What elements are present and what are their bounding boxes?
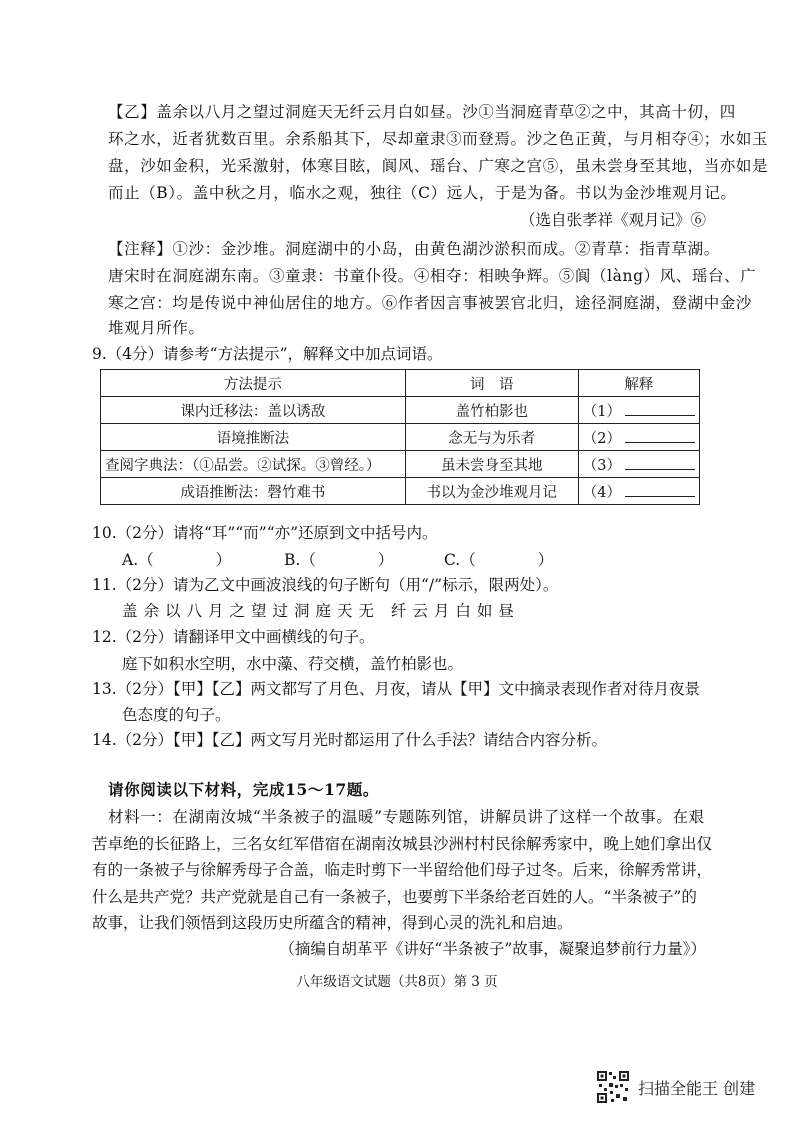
reading-line-5: 故事，让我们领悟到这段历史所蕴含的精神，得到心灵的洗礼和启迪。 — [92, 914, 573, 932]
row-answer[interactable] — [578, 478, 699, 505]
passage-yi-line-2: 环之水，近者犹数百里。余系船其下，尽却童隶③而登焉。沙之色正黄，与月相夺④；水如玉 — [108, 130, 769, 148]
option-b[interactable]: B.（ ） — [284, 551, 394, 569]
passage-yi-line-1: 【乙】盖余以八月之望过洞庭天无纤云月白如昼。沙①当洞庭青草②之中，其高十仞，四 — [108, 103, 736, 121]
scanner-watermark — [596, 1070, 755, 1104]
reading-intro: 请你阅读以下材料，完成15～17题。 — [108, 780, 379, 799]
header-method: 方法提示 — [101, 370, 406, 397]
notes-line-2: 唐宋时在洞庭湖东南。③童隶：书童仆役。④相夺：相映争辉。⑤阆（làng）风、瑶台、广 — [108, 267, 757, 285]
question-11: 11.（2分）请为乙文中画波浪线的句子断句（用“/”标示，限两处）。 — [92, 576, 559, 594]
question-14: 14.（2分）【甲】【乙】两文写月光时都运用了什么手法？请结合内容分析。 — [92, 731, 608, 749]
row-answer[interactable] — [578, 397, 699, 424]
header-word: 词 语 — [405, 370, 578, 397]
question-13-line-2: 色态度的句子。 — [122, 706, 231, 724]
question-12-sentence: 庭下如积水空明，水中藻、荇交横，盖竹柏影也。 — [122, 655, 464, 673]
reading-line-3: 有的一条被子与徐解秀母子合盖，临走时剪下一半留给他们母子过冬。后来，徐解秀常讲， — [92, 861, 713, 879]
answer-blank[interactable] — [625, 401, 695, 416]
watermark-text: 扫描全能王 创建 — [638, 1078, 756, 1098]
page-footer: 八年级语文试题（共8页）第 3 页 — [296, 974, 498, 990]
notes-line-3: 寒之宫：均是传说中神仙居住的地方。⑥作者因言事被罢官北归，途径洞庭湖，登湖中金沙 — [108, 294, 753, 312]
row-num: （4） — [582, 484, 621, 501]
question-9: 9.（4分）请参考“方法提示”，解释文中加点词语。 — [92, 345, 443, 363]
header-explain: 解释 — [578, 370, 699, 397]
reading-line-4: 什么是共产党？共产党就是自己有一条被子，也要剪下半条给老百姓的人。“半条被子”的 — [92, 888, 697, 906]
qr-code-icon — [596, 1070, 630, 1104]
method-table — [100, 369, 700, 505]
question-12: 12.（2分）请翻译甲文中画横线的句子。 — [92, 628, 375, 646]
row-num: （3） — [582, 457, 621, 474]
option-a[interactable]: A.（ ） — [122, 551, 232, 569]
table-header-row — [101, 370, 700, 397]
row-method: 语境推断法 — [101, 424, 406, 451]
row-num: （1） — [582, 403, 621, 420]
question-10: 10.（2分）请将“耳”“而”“亦”还原到文中括号内。 — [92, 524, 438, 542]
row-word: 念无与为乐者 — [405, 424, 578, 451]
row-method: 课内迁移法：盖以诱敌 — [101, 397, 406, 424]
row-answer[interactable] — [578, 424, 699, 451]
row-word: 盖竹柏影也 — [405, 397, 578, 424]
row-answer[interactable] — [578, 451, 699, 478]
row-word: 虽未尝身至其地 — [405, 451, 578, 478]
reading-line-2: 苦卓绝的长征路上，三名女红军借宿在湖南汝城县沙洲村村民徐解秀家中，晚上她们拿出仅 — [92, 835, 713, 853]
passage-yi-source: （选自张孝祥《观月记》⑥ — [519, 211, 706, 229]
notes-line-4: 堆观月所作。 — [108, 319, 205, 337]
row-num: （2） — [582, 430, 621, 447]
table-row — [101, 424, 700, 451]
answer-blank[interactable] — [625, 455, 695, 470]
answer-blank[interactable] — [625, 482, 695, 497]
row-method: 查阅字典法：（①品尝。②试探。③曾经。） — [101, 451, 406, 478]
table-row — [101, 451, 700, 478]
question-11-sentence: 盖余以八月之望过洞庭天无 纤云月白如昼 — [122, 602, 520, 620]
row-method: 成语推断法：磬竹难书 — [101, 478, 406, 505]
answer-blank[interactable] — [625, 428, 695, 443]
reading-source: （摘编自胡革平《讲好“半条被子”故事，凝聚追梦前行力量》） — [279, 940, 706, 958]
passage-yi-line-4: 而止（B）。盖中秋之月，临水之观，独往（C）远人，于是为备。书以为金沙堆观月记。 — [108, 184, 737, 202]
option-c[interactable]: C.（ ） — [444, 551, 554, 569]
question-13-line-1: 13.（2分）【甲】【乙】两文都写了月色、月夜，请从【甲】文中摘录表现作者对待月夜景 — [92, 680, 701, 698]
reading-line-1: 材料一：在湖南汝城“半条被子的温暖”专题陈列馆，讲解员讲了这样一个故事。在艰 — [108, 808, 705, 826]
row-word: 书以为金沙堆观月记 — [405, 478, 578, 505]
table-row — [101, 478, 700, 505]
table-row — [101, 397, 700, 424]
passage-yi-line-3: 盘，沙如金积，光采激射，体寒目眩，阆风、瑶台、广寒之宫⑤，虽未尝身至其地，当亦如是 — [108, 157, 769, 175]
notes-line-1: 【注释】①沙：金沙堆。洞庭湖中的小岛，由黄色湖沙淤积而成。②青草：指青草湖。 — [108, 240, 720, 258]
